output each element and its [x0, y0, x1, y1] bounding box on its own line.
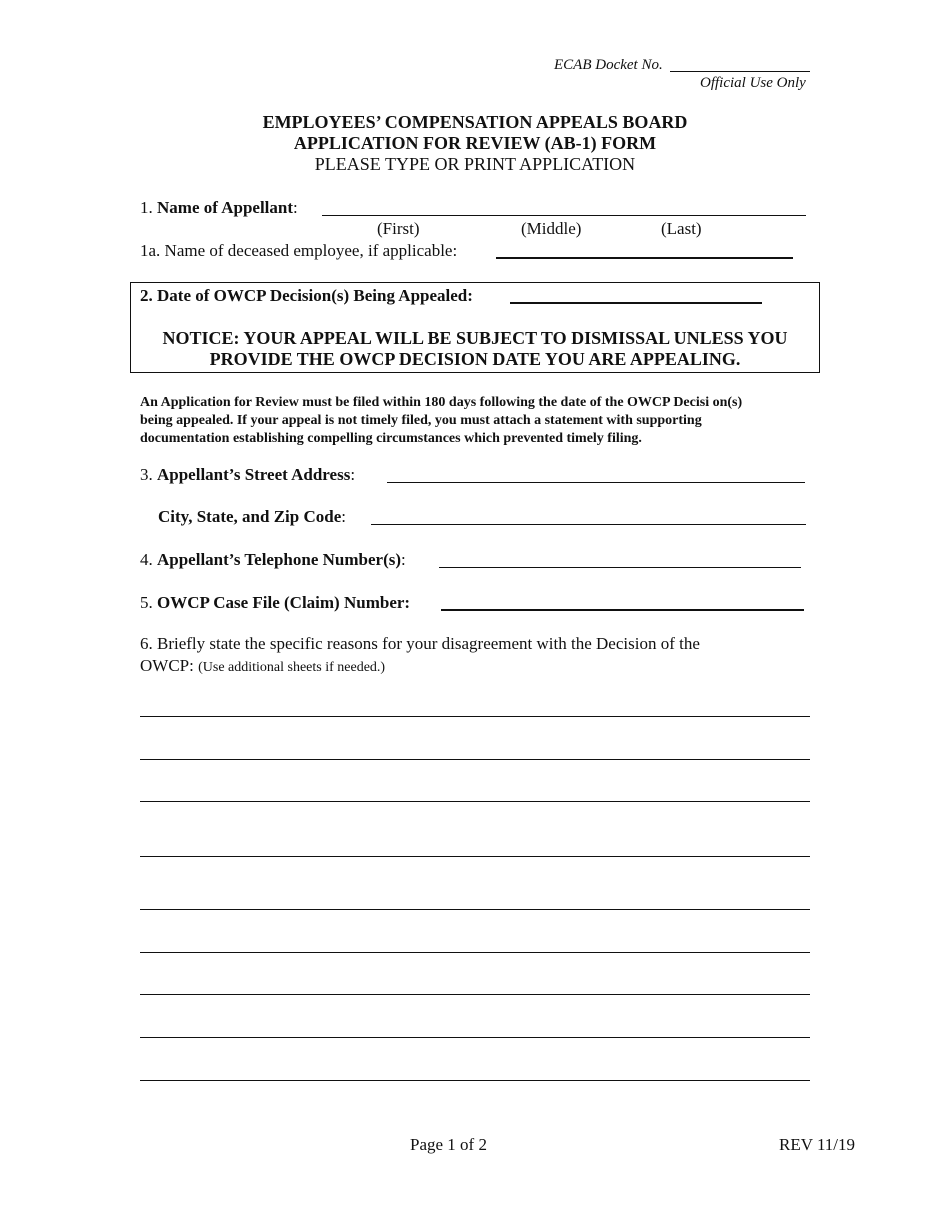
case-number-label: 5. OWCP Case File (Claim) Number:	[140, 593, 411, 612]
filing-info-line-2: being appealed. If your appeal is not timely filed, you must attach a statement with supporting	[140, 413, 702, 428]
reasons-line[interactable]	[140, 909, 810, 910]
name-of-appellant-label: 1. Name of Appellant:	[140, 198, 298, 217]
case-number-field[interactable]	[441, 609, 804, 611]
reasons-line[interactable]	[140, 994, 810, 995]
docket-label: ECAB Docket No.	[554, 57, 663, 73]
deceased-employee-label: 1a. Name of deceased employee, if applicable:	[140, 241, 458, 260]
city-state-zip-label: City, State, and Zip Code:	[158, 507, 346, 526]
page-number: Page 1 of 2	[410, 1135, 487, 1154]
name-first-hint: (First)	[377, 219, 420, 238]
street-address-field[interactable]	[387, 482, 805, 483]
deceased-employee-field[interactable]	[496, 257, 793, 259]
decision-date-field[interactable]	[510, 302, 762, 304]
reasons-line[interactable]	[140, 856, 810, 857]
name-of-appellant-field[interactable]	[322, 215, 806, 216]
notice-line-1: NOTICE: YOUR APPEAL WILL BE SUBJECT TO DISMISSAL UNLESS YOU	[162, 328, 788, 348]
title-line-2: APPLICATION FOR REVIEW (AB-1) FORM	[293, 133, 657, 153]
name-last-hint: (Last)	[661, 219, 702, 238]
reasons-prompt-owcp: OWCP: (Use additional sheets if needed.)	[140, 656, 386, 675]
revision-label: REV 11/19	[779, 1135, 856, 1154]
reasons-line[interactable]	[140, 952, 810, 953]
decision-date-label: 2. Date of OWCP Decision(s) Being Appealed:	[140, 286, 473, 305]
docket-number-field[interactable]	[670, 71, 810, 72]
title-line-3: PLEASE TYPE OR PRINT APPLICATION	[314, 154, 636, 174]
name-middle-hint: (Middle)	[521, 219, 582, 238]
notice-line-2: PROVIDE THE OWCP DECISION DATE YOU ARE APPEALING.	[209, 349, 741, 369]
telephone-label: 4. Appellant’s Telephone Number(s):	[140, 550, 406, 569]
reasons-prompt: 6. Briefly state the specific reasons for your disagreement with the Decision of the	[140, 634, 700, 653]
reasons-line[interactable]	[140, 1080, 810, 1081]
telephone-field[interactable]	[439, 567, 801, 568]
reasons-line[interactable]	[140, 759, 810, 760]
filing-info-line-1: An Application for Review must be filed within 180 days following the date of the OWCP Decisi on(s)	[140, 395, 743, 410]
title-line-1: EMPLOYEES’ COMPENSATION APPEALS BOARD	[262, 112, 688, 132]
reasons-line[interactable]	[140, 716, 810, 717]
street-address-label: 3. Appellant’s Street Address:	[140, 465, 356, 484]
reasons-line[interactable]	[140, 801, 810, 802]
reasons-line[interactable]	[140, 1037, 810, 1038]
city-state-zip-field[interactable]	[371, 524, 806, 525]
filing-info-line-3: documentation establishing compelling circumstances which prevented timely filing.	[140, 431, 642, 446]
official-use-label: Official Use Only	[700, 75, 806, 91]
